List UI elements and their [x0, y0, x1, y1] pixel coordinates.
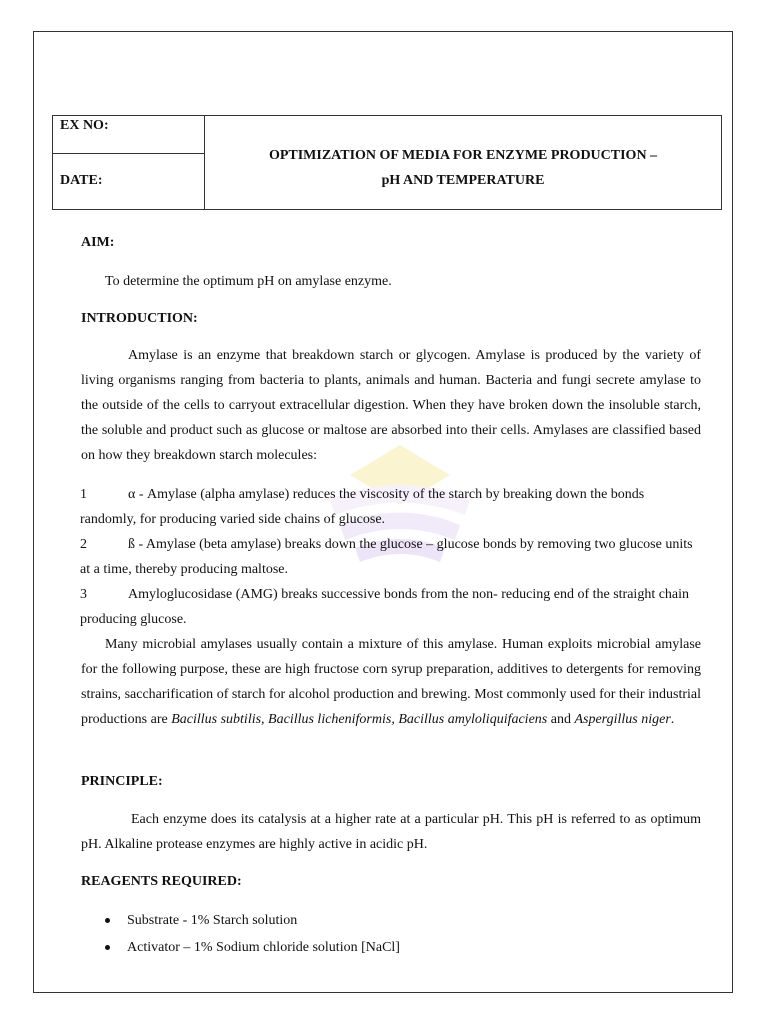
- list-item: Activator – 1% Sodium chloride solution [NaCl]: [105, 934, 400, 961]
- list-item-text: ß - Amylase (beta amylase) breaks down the glucose – glucose bonds by removing two glucose units at a time, thereby producing maltose.: [80, 537, 693, 577]
- list-item-number: 3: [80, 587, 87, 602]
- reagents-heading: REAGENTS REQUIRED:: [81, 874, 242, 889]
- principle-heading: PRINCIPLE:: [81, 774, 163, 789]
- header-table: [52, 115, 722, 210]
- title-line-2: pH AND TEMPERATURE: [381, 172, 545, 188]
- list-item-text: α - Amylase (alpha amylase) reduces the viscosity of the starch by breaking down the bonds randomly, for producing varied side chains of glucose.: [80, 487, 645, 527]
- aim-text: To determine the optimum pH on amylase enzyme.: [105, 274, 392, 289]
- reagents-list: [105, 907, 400, 961]
- list-item: [80, 582, 701, 632]
- organism-name: Bacillus subtilis,: [171, 712, 265, 727]
- aim-heading: AIM:: [81, 235, 115, 250]
- closing-text: Many microbial amylases usually contain a mixture of this amylase. Human exploits microbial amylase for the following purpose, these are high fructose corn syrup preparation, additives to detergents for removing strains, saccharification of starch for alcohol production and brewing. Most commonly used for their industrial productions are: [81, 637, 701, 727]
- date-label: DATE:: [60, 173, 103, 188]
- introduction-paragraph: Amylase is an enzyme that breakdown starch or glycogen. Amylase is produced by the variety of living organisms ranging from bacteria to plants, animals and human. Bacteria and fungi secrete amylase to the outside of the cells to carryout extracellular digestion. When they have broken down the insoluble starch, the soluble and product such as glucose or maltose are absorbed into their cells. Amylases are classified based on how they breakdown starch molecules:: [81, 348, 701, 463]
- closing-period: .: [670, 712, 675, 727]
- introduction-heading: INTRODUCTION:: [81, 311, 198, 326]
- header-left-column: [53, 116, 205, 209]
- organism-name: Bacillus licheniformis,: [268, 712, 395, 727]
- list-item: Substrate - 1% Starch solution: [105, 907, 400, 934]
- list-item: [80, 532, 701, 582]
- list-item-number: 1: [80, 487, 87, 502]
- document-title: [205, 116, 721, 209]
- principle-text: Each enzyme does its catalysis at a higher rate at a particular pH. This pH is referred to as optimum pH. Alkaline protease enzymes are highly active in acidic pH.: [81, 812, 701, 852]
- list-item-text: Amyloglucosidase (AMG) breaks successive bonds from the non- reducing end of the straight chain producing glucose.: [80, 587, 690, 627]
- ex-no-label: EX NO:: [53, 116, 204, 154]
- organism-name: Aspergillus niger: [574, 712, 671, 727]
- list-item-number: 2: [80, 537, 87, 552]
- organism-name: Bacillus amyloliquifaciens: [398, 712, 548, 727]
- title-line-1: OPTIMIZATION OF MEDIA FOR ENZYME PRODUCTION –: [268, 147, 658, 163]
- and-word: and: [547, 712, 575, 727]
- introduction-closing-paragraph: [81, 632, 701, 732]
- list-item: [80, 482, 701, 532]
